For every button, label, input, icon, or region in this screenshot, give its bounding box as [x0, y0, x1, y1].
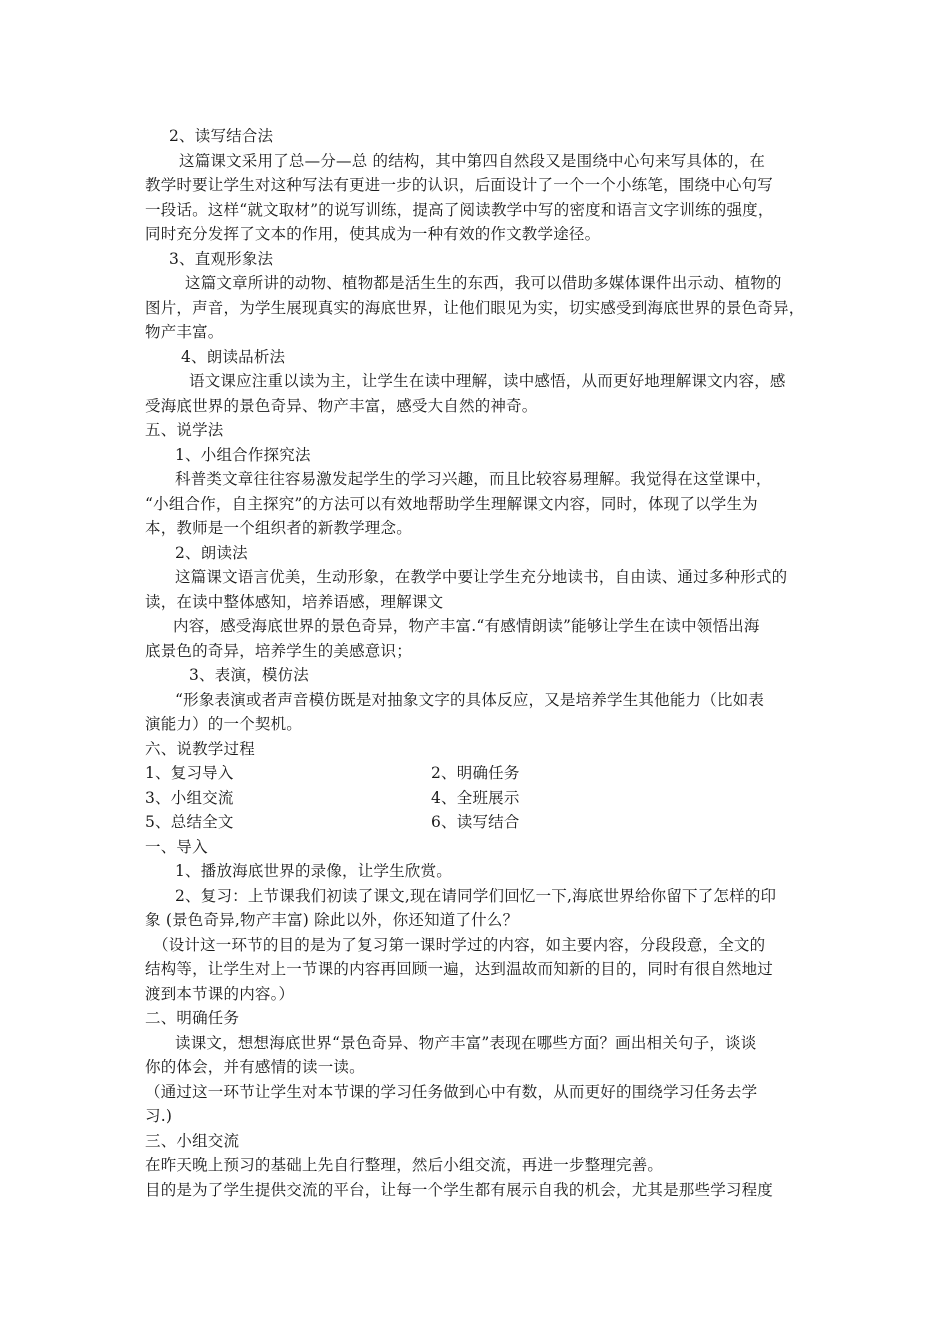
paragraph-line: 教学时要让学生对这种写法有更进一步的认识，后面设计了一个一个小练笔，围绕中心句写	[145, 176, 774, 194]
section-heading-group-exchange: 三、小组交流	[145, 1131, 240, 1150]
paragraph-line: 结构等，让学生对上一节课的内容再回顾一遍，达到温故而知新的目的，同时有很自然地过	[145, 960, 774, 978]
paragraph-line: 目的是为了学生提供交流的平台，让每一个学生都有展示自我的机会，尤其是那些学习程度	[145, 1180, 774, 1199]
paragraph-line: 渡到本节课的内容。）	[145, 984, 295, 1003]
paragraph-line: 这篇文章所讲的动物、植物都是活生生的东西，我可以借助多媒体课件出示动、植物的	[185, 274, 782, 292]
paragraph-line: 你的体会，并有感情的读一读。	[145, 1058, 365, 1076]
document-page	[145, 124, 817, 1202]
paragraph-line: 演能力）的一个契机。	[145, 715, 303, 733]
subheading-group-inquiry: 1、小组合作探究法	[175, 445, 311, 464]
section-heading-introduction: 一、导入	[145, 837, 208, 856]
paragraph-line: 底景色的奇异，培养学生的美感意识；	[145, 641, 412, 660]
paragraph-line: “小组合作，自主探究”的方法可以有效地帮助学生理解课文内容，同时，体现了以学生为	[145, 494, 758, 513]
paragraph-line: 图片，声音，为学生展现真实的海底世界，让他们眼见为实，切实感受到海底世界的景色奇异，	[145, 298, 805, 317]
subheading-reading-aloud: 2、朗读法	[175, 543, 248, 562]
paragraph-line: 1、播放海底世界的录像，让学生欣赏。	[175, 862, 452, 880]
subheading-performance: 3、表演，模仿法	[189, 666, 309, 684]
section-heading-teaching-process: 六、说教学过程	[145, 739, 255, 758]
subheading-reading-analysis: 4、朗读品析法	[181, 347, 286, 366]
process-steps-row	[145, 761, 817, 786]
paragraph-line: 读，在读中整体感知，培养语感，理解课文	[145, 592, 444, 611]
paragraph-line: 物产丰富。	[145, 323, 224, 341]
paragraph-line: 象 (景色奇异,物产丰富) 除此以外，你还知道了什么？	[145, 911, 519, 929]
paragraph-line: （设计这一环节的目的是为了复习第一课时学过的内容，如主要内容，分段段意，全文的	[153, 935, 766, 954]
process-steps-row	[145, 810, 817, 835]
section-heading-task: 二、明确任务	[145, 1009, 240, 1027]
process-step: 1、复习导入	[145, 764, 234, 782]
paragraph-line: 语文课应注重以读为主，让学生在读中理解，读中感悟，从而更好地理解课文内容，感	[189, 372, 786, 390]
process-step: 6、读写结合	[431, 813, 520, 831]
paragraph-line: 一段话。这样“就文取材”的说写训练，提高了阅读教学中写的密度和语言文字训练的强度，	[145, 200, 774, 219]
paragraph-line: 2、复习：上节课我们初读了课文,现在请同学们回忆一下,海底世界给你留下了怎样的印	[175, 886, 777, 905]
paragraph-line: 本，教师是一个组织者的新教学理念。	[145, 519, 412, 537]
paragraph-line: 同时充分发挥了文本的作用，使其成为一种有效的作文教学途径。	[145, 225, 601, 243]
paragraph-line: “形象表演或者声音模仿既是对抽象文字的具体反应，又是培养学生其他能力（比如表	[175, 690, 765, 709]
subheading-reading-writing: 2、读写结合法	[169, 127, 274, 145]
subheading-visual-method: 3、直观形象法	[169, 249, 274, 268]
section-heading-learning-method: 五、说学法	[145, 421, 224, 439]
paragraph-line: 受海底世界的景色奇异、物产丰富，感受大自然的神奇。	[145, 396, 538, 415]
process-step: 3、小组交流	[145, 788, 234, 807]
process-step: 5、总结全文	[145, 813, 234, 831]
process-step: 4、全班展示	[431, 788, 520, 807]
paragraph-line: 读课文，想想海底世界“景色奇异、物产丰富”表现在哪些方面？画出相关句子，谈谈	[175, 1033, 757, 1052]
paragraph-line: 内容，感受海底世界的景色奇异，物产丰富.“有感情朗读”能够让学生在读中领悟出海	[173, 617, 760, 635]
paragraph-line: 习.)	[145, 1107, 173, 1125]
process-steps-row	[145, 786, 817, 811]
paragraph-line: 这篇课文语言优美，生动形象，在教学中要让学生充分地读书，自由读、通过多种形式的	[175, 568, 788, 586]
paragraph-line: （通过这一环节让学生对本节课的学习任务做到心中有数，从而更好的围绕学习任务去学	[145, 1082, 758, 1101]
paragraph-line: 科普类文章往往容易激发起学生的学习兴趣，而且比较容易理解。我觉得在这堂课中，	[175, 470, 772, 488]
paragraph-line: 在昨天晚上预习的基础上先自行整理，然后小组交流，再进一步整理完善。	[145, 1156, 664, 1174]
paragraph-line: 这篇课文采用了总—分—总 的结构，其中第四自然段又是围绕中心句来写具体的，在	[179, 151, 766, 170]
process-step: 2、明确任务	[431, 764, 520, 782]
